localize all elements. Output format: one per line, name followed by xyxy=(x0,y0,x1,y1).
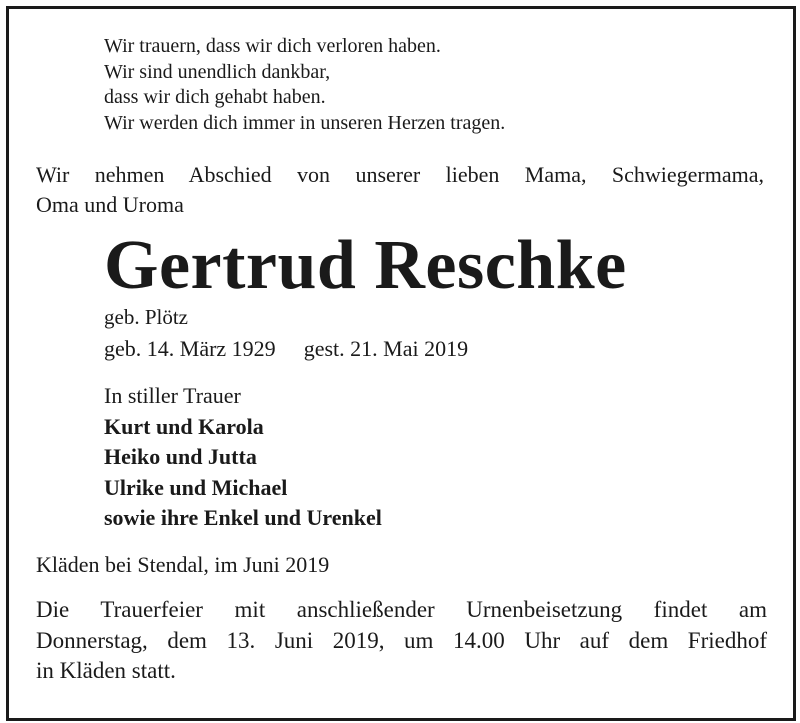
poem-line: Wir trauern, dass wir dich verloren haben. xyxy=(104,35,441,57)
farewell-intro xyxy=(36,160,764,220)
mourner-name: sowie ihre Enkel und Urenkel xyxy=(104,505,382,530)
funeral-service-info xyxy=(36,595,767,687)
birth-date: geb. 14. März 1929 xyxy=(104,336,276,361)
service-line: Donnerstag, dem 13. Juni 2019, um 14.00 Uhr auf dem Friedhof xyxy=(36,627,767,653)
mourner-name: Heiko und Jutta xyxy=(104,444,257,469)
mourners-block xyxy=(104,381,382,534)
poem-line: Wir sind unendlich dankbar, xyxy=(104,60,331,83)
deceased-name: Gertrud Reschke xyxy=(104,227,627,304)
farewell-intro-line: Oma und Uroma xyxy=(36,192,184,217)
poem-line: Wir werden dich immer in unseren Herzen tragen. xyxy=(104,111,506,134)
service-line: Die Trauerfeier mit anschließender Urnenbeisetzung findet am xyxy=(36,597,767,622)
mourner-name: Ulrike und Michael xyxy=(104,474,288,500)
maiden-name: geb. Plötz xyxy=(104,305,188,329)
poem-line: dass wir dich gehabt haben. xyxy=(104,86,326,108)
farewell-intro-line: Wir nehmen Abschied von unserer lieben Mama, Schwiegermama, xyxy=(36,162,764,187)
place-and-date: Kläden bei Stendal, im Juni 2019 xyxy=(36,552,330,577)
death-date: gest. 21. Mai 2019 xyxy=(303,336,469,361)
memorial-poem xyxy=(104,34,505,136)
service-line: in Kläden statt. xyxy=(36,658,176,683)
mourners-heading: In stiller Trauer xyxy=(104,383,241,408)
life-dates xyxy=(104,334,468,364)
mourner-name: Kurt und Karola xyxy=(104,413,264,439)
